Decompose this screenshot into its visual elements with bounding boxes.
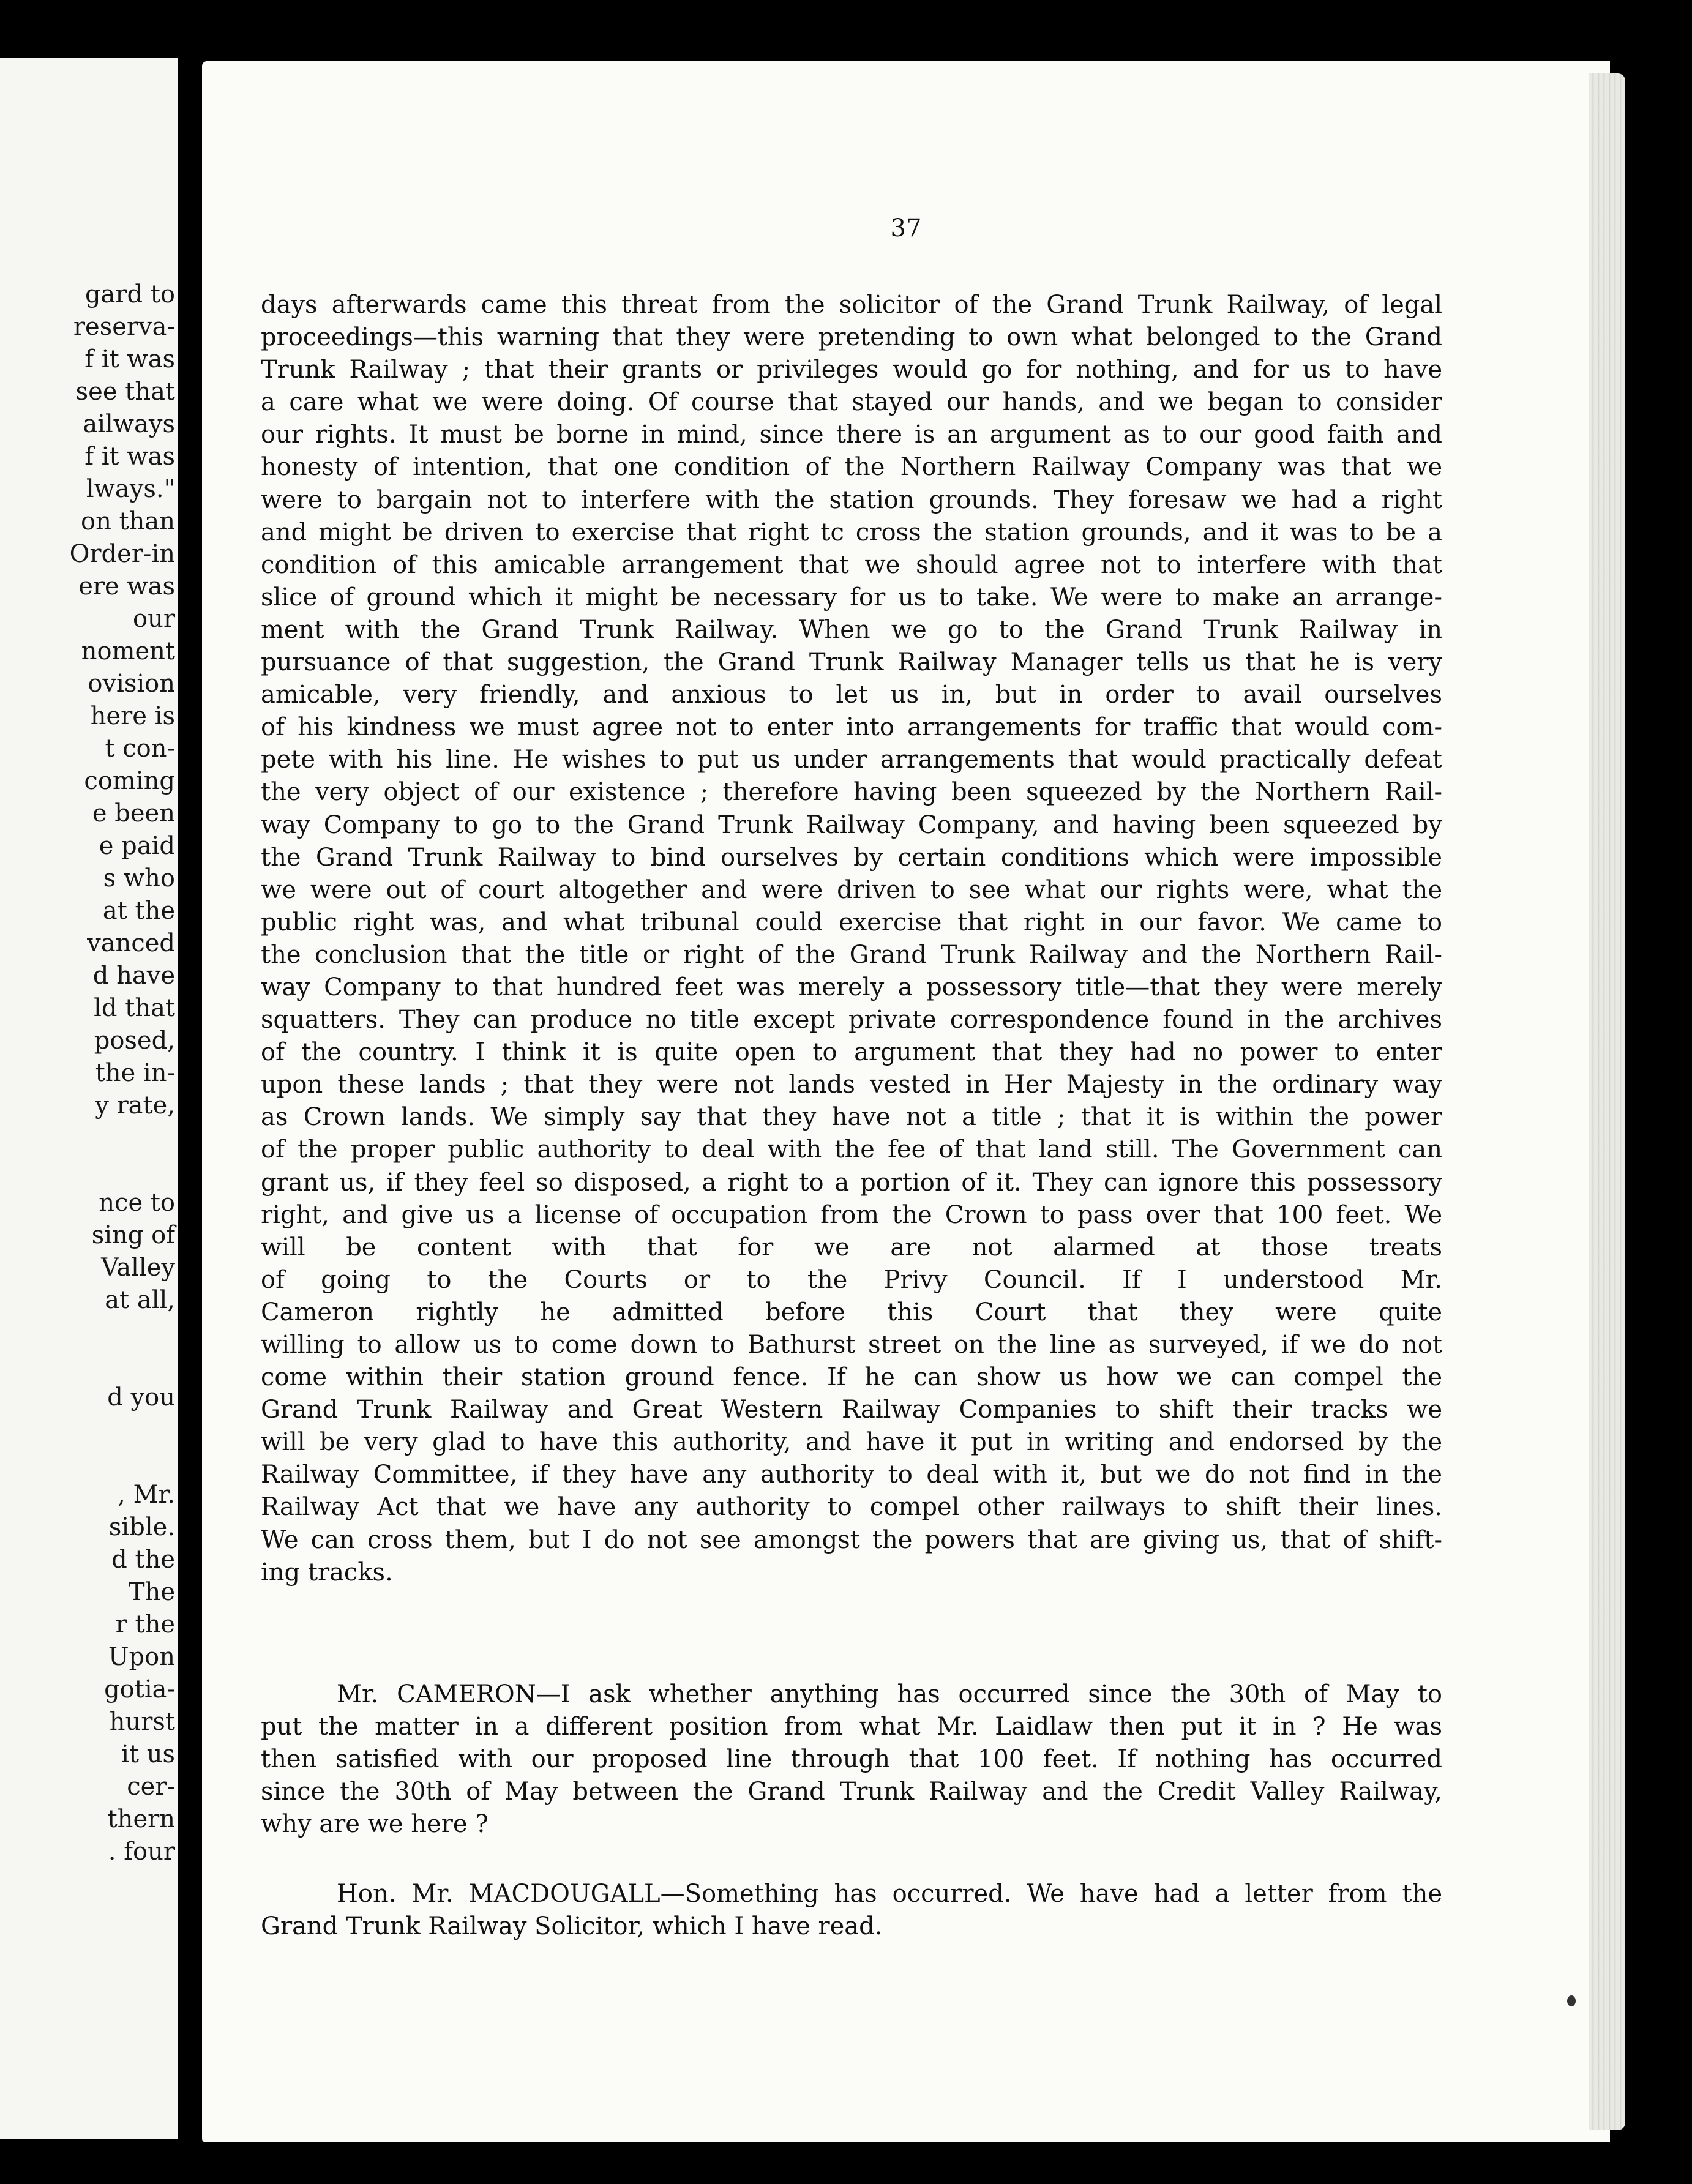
left-page-line: the in- xyxy=(95,1059,175,1087)
left-page-line: Valley xyxy=(101,1254,175,1282)
text-line: proceedings—this warning that they were pretending to own what belonged to the Grand xyxy=(261,323,1442,352)
macdougall-paragraph xyxy=(261,1878,1442,1943)
left-page-line: ovision xyxy=(88,670,175,698)
left-page-line: d the xyxy=(111,1546,175,1574)
left-page-line: Upon xyxy=(108,1643,175,1671)
left-page-line: f it was xyxy=(84,345,175,373)
right-page xyxy=(202,61,1610,2142)
left-page-line: ld that xyxy=(94,994,175,1022)
text-line: grant us, if they feel so disposed, a right to a portion of it. They can ignore this possessory xyxy=(261,1168,1442,1197)
cameron-paragraph xyxy=(261,1678,1442,1841)
left-page-line: at the xyxy=(102,897,175,925)
left-page-line xyxy=(70,1446,175,1479)
left-page-line: r the xyxy=(115,1610,175,1639)
text-line: the very object of our existence ; therefore having been squeezed by the Northern Rail- xyxy=(261,778,1442,807)
left-page-line: y rate, xyxy=(95,1091,175,1120)
book-gutter xyxy=(178,37,202,2155)
text-line: way Company to that hundred feet was merely a possessory title—that they were merely xyxy=(261,973,1442,1001)
left-page-line: f it was xyxy=(84,443,175,471)
left-page-line: thern xyxy=(107,1805,175,1833)
text-line: the Grand Trunk Railway to bind ourselves by certain conditions which were impossible xyxy=(261,843,1442,872)
text-line: a care what we were doing. Of course that stayed our hands, and we began to consider xyxy=(261,388,1442,417)
left-page-line: coming xyxy=(84,767,175,795)
left-page-line xyxy=(70,1414,175,1446)
left-page-line: t con- xyxy=(105,735,175,763)
text-line: and might be driven to exercise that right tc cross the station grounds, and it was to be a xyxy=(261,518,1442,547)
text-line: why are we here ? xyxy=(261,1810,489,1839)
left-page-line: on than xyxy=(80,507,175,536)
text-line: were to bargain not to interfere with the station grounds. They foresaw we had a right xyxy=(261,485,1442,514)
left-facing-page xyxy=(0,58,178,2139)
left-page-line: see that xyxy=(75,378,175,406)
left-page-line: here is xyxy=(90,702,175,730)
text-line: our rights. It must be borne in mind, since there is an argument as to our good faith and xyxy=(261,421,1442,449)
left-page-line: , Mr. xyxy=(118,1481,175,1509)
left-page-line: The xyxy=(128,1578,175,1606)
text-line: as Crown lands. We simply say that they have not a title ; that it is within the power xyxy=(261,1103,1442,1132)
left-page-line: d you xyxy=(107,1383,175,1412)
left-page-line: Order-in xyxy=(69,540,175,568)
text-line: way Company to go to the Grand Trunk Railway Company, and having been squeezed by xyxy=(261,810,1442,839)
text-line: public right was, and what tribunal could exercise that right in our favor. We came to xyxy=(261,908,1442,937)
page-edges xyxy=(1589,73,1625,2130)
left-page-line: lways." xyxy=(86,475,175,503)
left-page-line: vanced xyxy=(87,929,175,957)
text-line: pursuance of that suggestion, the Grand Trunk Railway Manager tells us that he is very xyxy=(261,648,1442,677)
left-page-line xyxy=(70,1349,175,1382)
left-page-line xyxy=(70,1154,175,1187)
left-page-line: sible. xyxy=(108,1513,175,1541)
text-line: will be content with that for we are not alarmed at those treats xyxy=(261,1233,1442,1262)
text-line: of the country. I think it is quite open to argument that they had no power to enter xyxy=(261,1038,1442,1067)
left-page-line: it us xyxy=(121,1740,175,1768)
text-line: the conclusion that the title or right of the Grand Trunk Railway and the Northern Rail- xyxy=(261,940,1442,969)
text-line: Hon. Mr. MACDOUGALL—Something has occurred. We have had a letter from the xyxy=(337,1880,1442,1908)
text-line: since the 30th of May between the Grand Trunk Railway and the Credit Valley Railway, xyxy=(261,1778,1442,1806)
text-line: honesty of intention, that one condition of the Northern Railway Company was that we xyxy=(261,453,1442,482)
text-line: pete with his line. He wishes to put us under arrangements that would practically defeat xyxy=(261,746,1442,774)
left-page-line: noment xyxy=(81,637,175,665)
text-line: put the matter in a different position from what Mr. Laidlaw then put it in ? He was xyxy=(261,1713,1442,1741)
left-page-text-fragments xyxy=(70,279,175,1868)
text-line: of the proper public authority to deal with the fee of that land still. The Government can xyxy=(261,1135,1442,1164)
text-line: squatters. They can produce no title except private correspondence found in the archives xyxy=(261,1006,1442,1034)
text-line: amicable, very friendly, and anxious to let us in, but in order to avail ourselves xyxy=(261,681,1442,709)
left-page-line xyxy=(70,1317,175,1349)
text-line: Railway Committee, if they have any authority to deal with it, but we do not find in the xyxy=(261,1460,1442,1489)
text-line: willing to allow us to come down to Bathurst street on the line as surveyed, if we do not xyxy=(261,1331,1442,1359)
left-page-line: ailways xyxy=(83,410,175,438)
left-page-line: s who xyxy=(103,864,175,892)
text-line: Grand Trunk Railway and Great Western Railway Companies to shift their tracks we xyxy=(261,1396,1442,1424)
text-line: condition of this amicable arrangement that we should agree not to interfere with that xyxy=(261,550,1442,579)
left-page-line: sing of xyxy=(91,1221,175,1249)
text-line: of his kindness we must agree not to enter into arrangements for traffic that would com- xyxy=(261,713,1442,742)
text-line: right, and give us a license of occupation from the Crown to pass over that 100 feet. We xyxy=(261,1200,1442,1229)
text-line: come within their station ground fence. If he can show us how we can compel the xyxy=(261,1363,1442,1392)
text-line: Railway Act that we have any authority to compel other railways to shift their lines. xyxy=(261,1493,1442,1522)
left-page-line: hurst xyxy=(109,1708,175,1736)
text-line: We can cross them, but I do not see amongst the powers that are giving us, that of shift- xyxy=(261,1525,1442,1554)
left-page-line: nce to xyxy=(99,1189,175,1217)
left-page-line: posed, xyxy=(94,1027,175,1055)
ink-speck xyxy=(1567,1995,1576,2006)
left-page-line: . four xyxy=(108,1838,175,1866)
text-line: Mr. CAMERON—I ask whether anything has occurred since the 30th of May to xyxy=(337,1680,1442,1708)
left-page-line: gotia- xyxy=(104,1675,175,1703)
left-page-line: ere was xyxy=(78,572,175,600)
left-page-line: e paid xyxy=(99,832,175,860)
text-line: slice of ground which it might be necessary for us to take. We were to make an arrange- xyxy=(261,583,1442,611)
text-line: Cameron rightly he admitted before this Court that they were quite xyxy=(261,1298,1442,1326)
text-line: then satisfied with our proposed line through that 100 feet. If nothing has occurred xyxy=(261,1745,1442,1774)
text-line: Trunk Railway ; that their grants or privileges would go for nothing, and for us to have xyxy=(261,356,1442,384)
text-line: ing tracks. xyxy=(261,1558,393,1587)
text-line: of going to the Courts or to the Privy Council. If I understood Mr. xyxy=(261,1265,1442,1294)
page-number: 37 xyxy=(890,214,922,242)
left-page-line: d have xyxy=(92,962,175,990)
left-page-line: gard to xyxy=(84,280,175,309)
left-page-line: our xyxy=(133,605,175,633)
text-line: will be very glad to have this authority, and have it put in writing and endorsed by the xyxy=(261,1428,1442,1457)
text-line: days afterwards came this threat from the solicitor of the Grand Trunk Railway, of legal xyxy=(261,291,1442,319)
main-paragraph xyxy=(261,289,1442,1589)
left-page-line: e been xyxy=(92,799,175,828)
text-line: Grand Trunk Railway Solicitor, which I have read. xyxy=(261,1912,883,1941)
left-page-line: at all, xyxy=(105,1286,175,1314)
left-page-line xyxy=(70,1122,175,1154)
text-line: we were out of court altogether and were driven to see what our rights were, what the xyxy=(261,875,1442,904)
text-line: upon these lands ; that they were not lands vested in Her Majesty in the ordinary way xyxy=(261,1071,1442,1099)
left-page-line: cer- xyxy=(127,1773,175,1801)
left-page-line: reserva- xyxy=(73,313,175,341)
text-line: ment with the Grand Trunk Railway. When we go to the Grand Trunk Railway in xyxy=(261,615,1442,644)
